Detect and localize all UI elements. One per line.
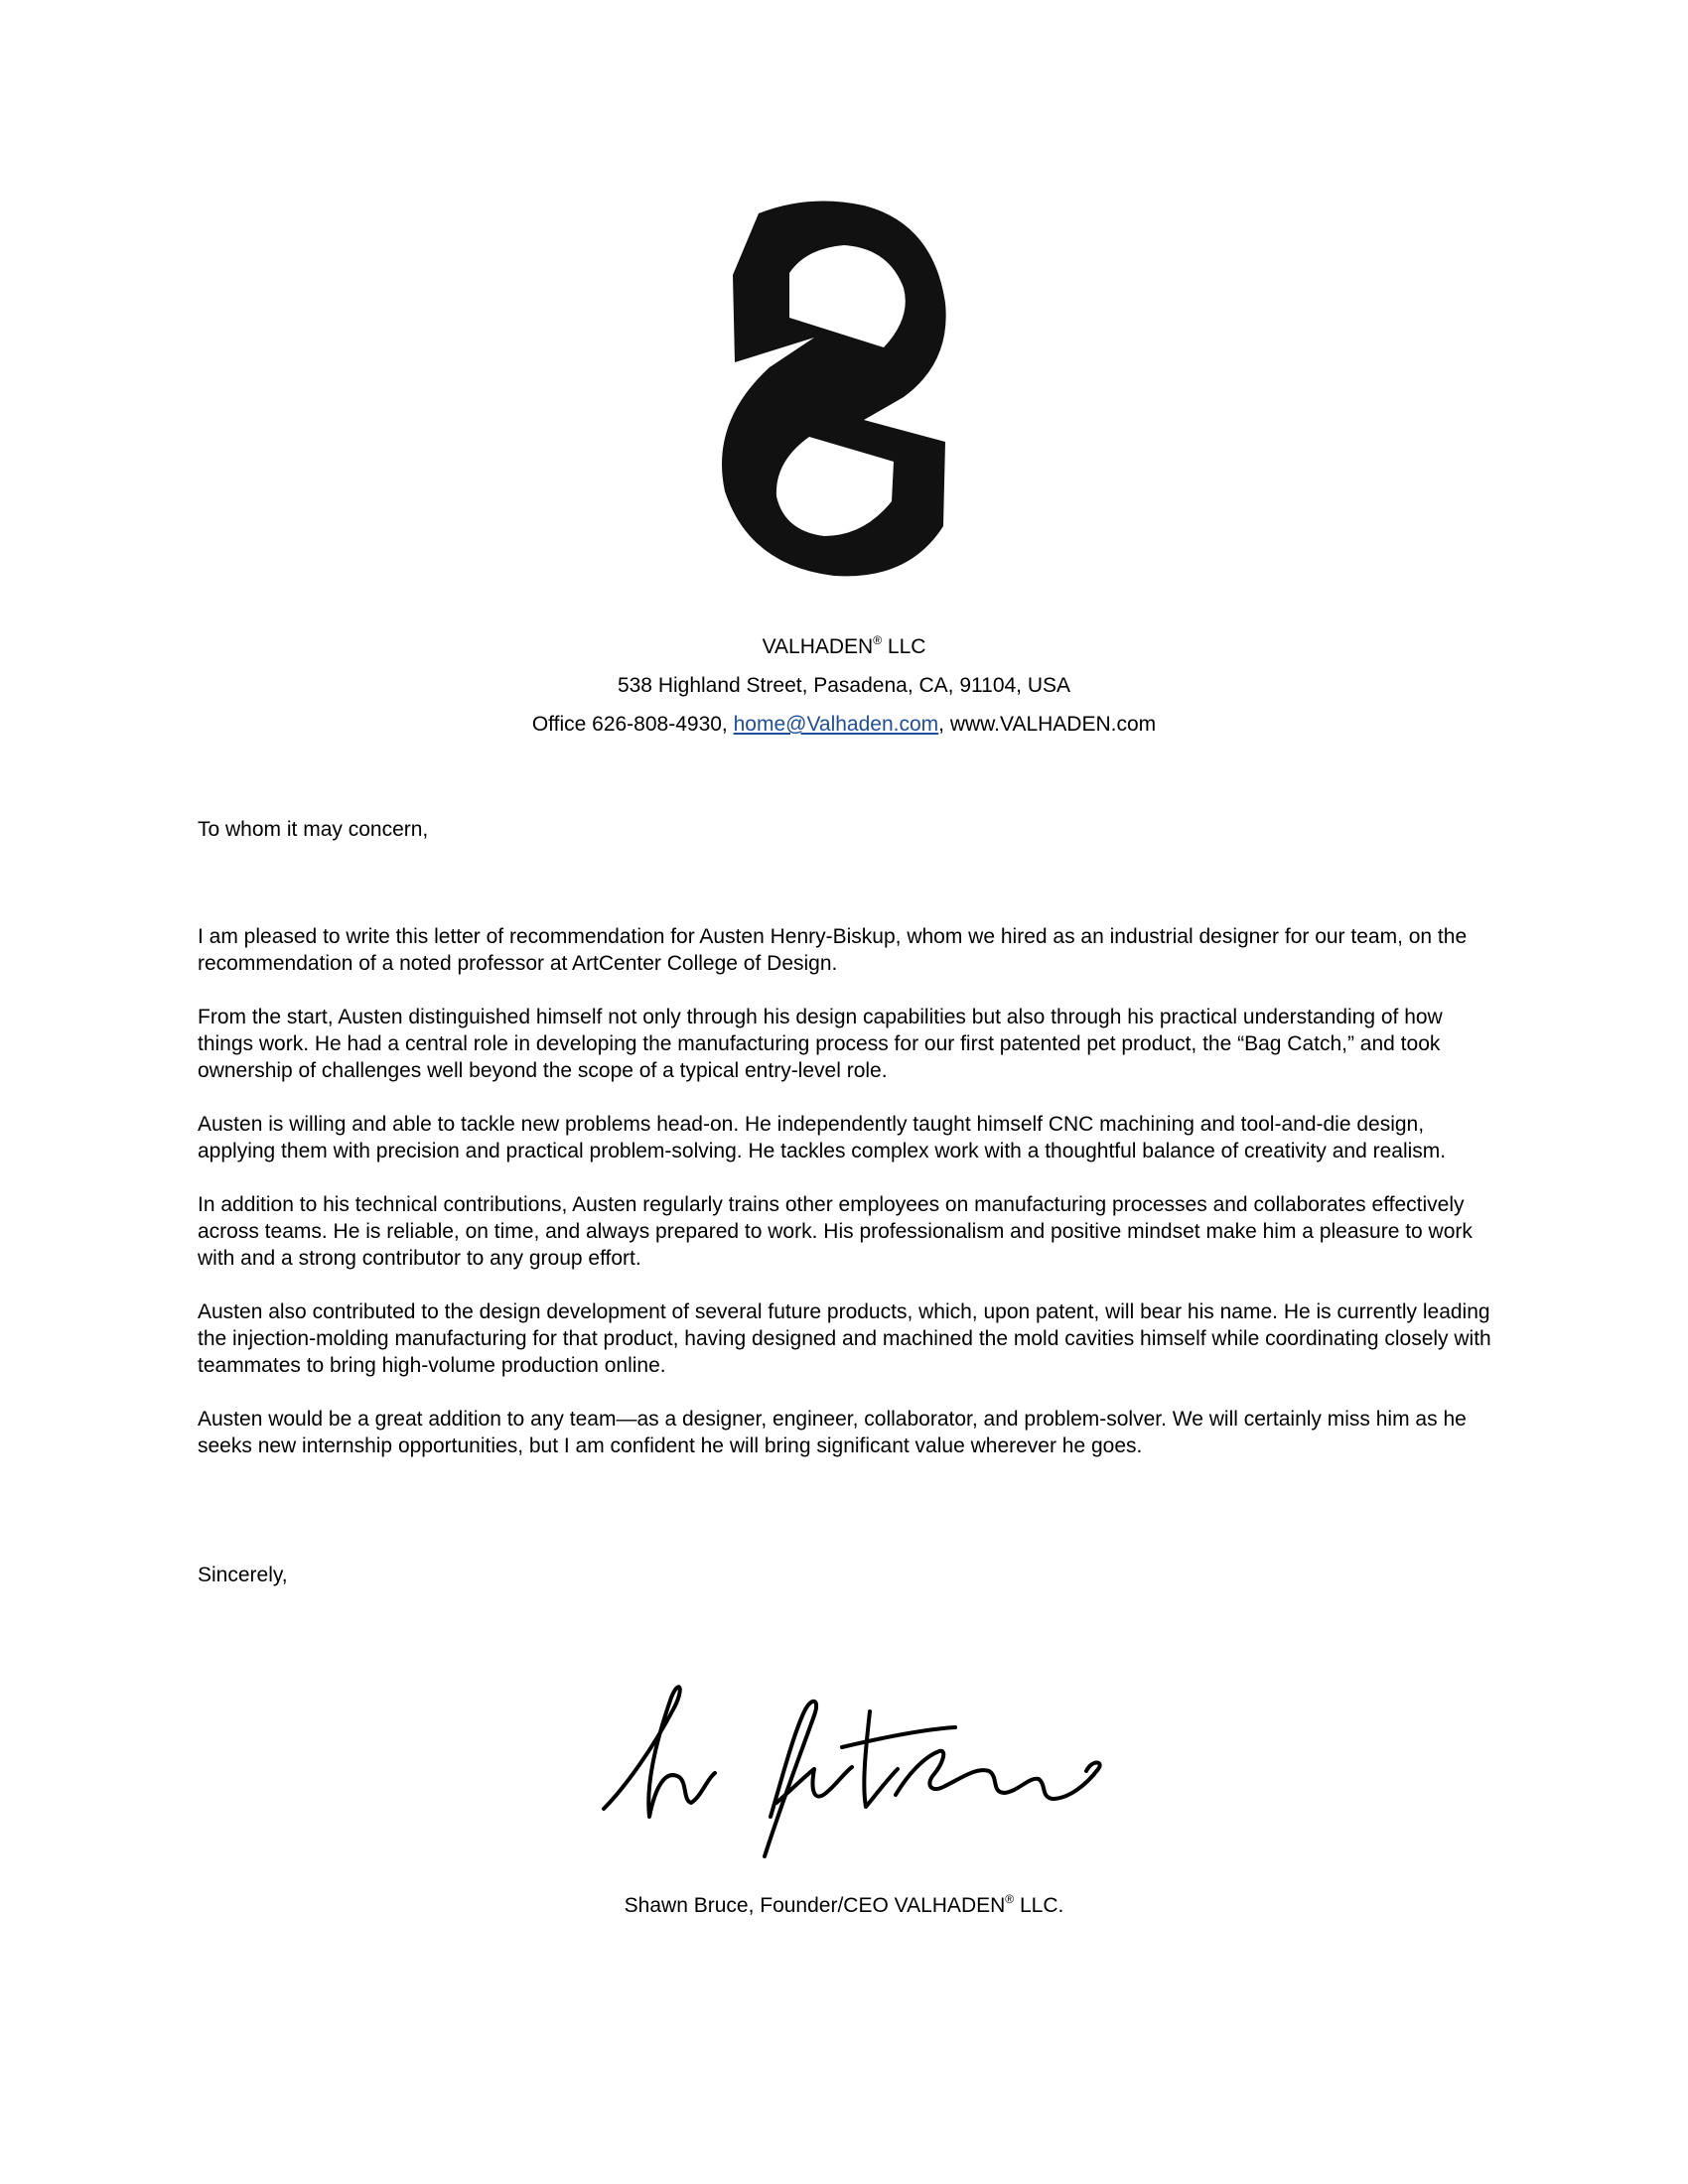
letter-body xyxy=(198,923,1498,1486)
salutation: To whom it may concern, xyxy=(198,818,429,841)
paragraph: Austen is willing and able to tackle new problems head-on. He independently taught himself CNC machining and tool-and-die design, applying them with precision and practical problem-solving. He tackles complex work with a thoughtful balance of creativity and realism. xyxy=(198,1113,1447,1162)
registered-mark: ® xyxy=(873,633,883,647)
valhaden-logo-icon xyxy=(715,194,973,586)
company-address: 538 Highland Street, Pasadena, CA, 91104, USA xyxy=(617,674,1071,697)
handwritten-signature-icon xyxy=(596,1668,1112,1866)
company-suffix: LLC xyxy=(882,635,926,658)
company-name-line xyxy=(0,627,1688,666)
closing: Sincerely, xyxy=(198,1564,288,1586)
signer-name-title: Shawn Bruce, Founder/CEO VALHADEN xyxy=(624,1894,1006,1917)
paragraph: Austen also contributed to the design development of several future products, which, upon patent, will bear his name. He is currently leading the injection-molding manufacturing for that product, having designed and machined the mold cavities himself while coordinating closely with teammates to bring high-volume production online. xyxy=(198,1300,1491,1377)
letterhead xyxy=(0,627,1688,744)
signer-suffix: LLC. xyxy=(1014,1894,1064,1917)
paragraph: I am pleased to write this letter of recommendation for Austen Henry-Biskup, whom we hired as an industrial designer for our team, on the recommendation of a noted professor at ArtCenter College of Design. xyxy=(198,925,1468,975)
paragraph: In addition to his technical contributions, Austen regularly trains other employees on manufacturing processes and collaborates effectively across teams. He is reliable, on time, and always prepared to work. His professionalism and positive mindset make him a pleasure to work with and a strong contributor to any group effort. xyxy=(198,1193,1473,1270)
paragraph: Austen would be a great addition to any team—as a designer, engineer, collaborator, and problem-solver. We will certainly miss him as he seeks new internship opportunities, but I am confident he will bring significant value wherever he goes. xyxy=(198,1408,1467,1457)
website: , www.VALHADEN.com xyxy=(938,713,1157,736)
office-phone: Office 626-808-4930, xyxy=(531,713,734,736)
registered-mark: ® xyxy=(1005,1892,1015,1906)
paragraph: From the start, Austen distinguished himself not only through his design capabilities but also through his practical understanding of how things work. He had a central role in developing the manufacturing process for our first patented pet product, the “Bag Catch,” and took ownership of challenges well beyond the scope of a typical entry-level role. xyxy=(198,1006,1443,1082)
email-link[interactable]: home@Valhaden.com xyxy=(733,713,939,736)
company-name: VALHADEN xyxy=(762,635,874,658)
contact-line xyxy=(0,705,1688,744)
signer-line xyxy=(0,1894,1688,1918)
